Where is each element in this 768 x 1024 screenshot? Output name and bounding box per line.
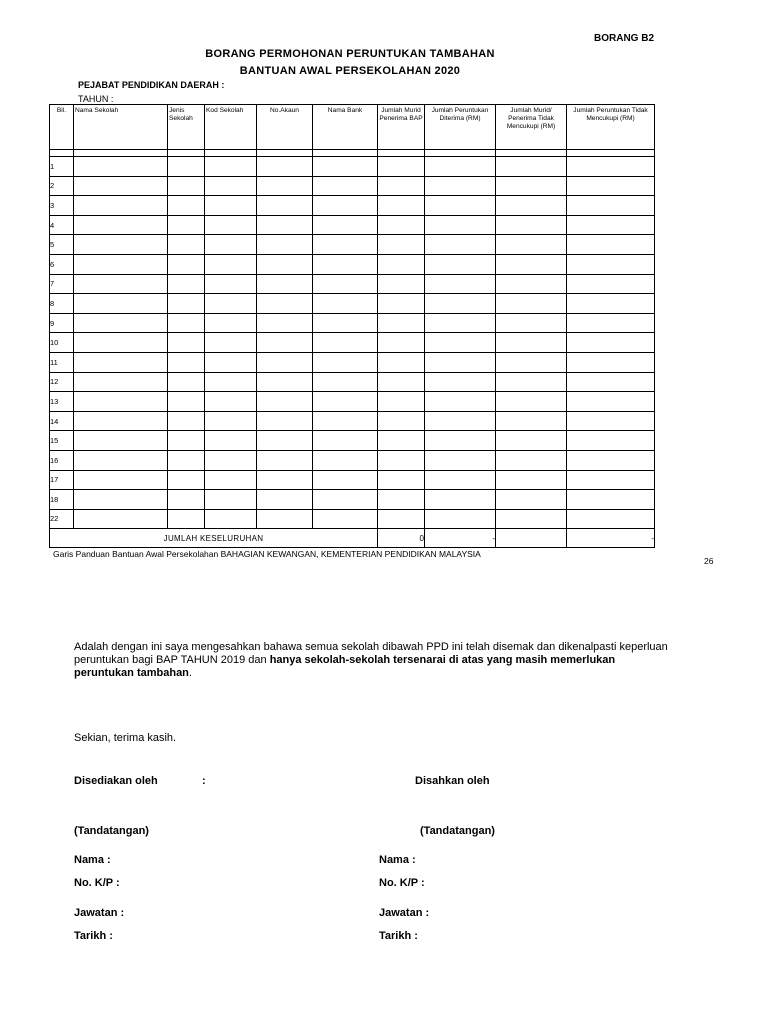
table-cell[interactable]: [205, 431, 257, 451]
table-cell[interactable]: [257, 176, 313, 196]
table-cell[interactable]: [168, 450, 205, 470]
table-cell[interactable]: [313, 313, 378, 333]
prepared-by-colon: :: [202, 775, 206, 787]
table-cell[interactable]: [567, 254, 655, 274]
total-murid: 0: [378, 529, 425, 548]
table-cell[interactable]: [425, 470, 496, 490]
table-row: [50, 157, 655, 177]
table-cell[interactable]: [313, 274, 378, 294]
table-cell[interactable]: [168, 470, 205, 490]
table-cell[interactable]: [425, 490, 496, 510]
table-row: [50, 352, 655, 372]
table-cell[interactable]: [205, 196, 257, 216]
table-cell[interactable]: [425, 372, 496, 392]
table-cell[interactable]: [74, 450, 168, 470]
table-cell[interactable]: [257, 274, 313, 294]
table-cell[interactable]: [425, 176, 496, 196]
table-cell[interactable]: [74, 352, 168, 372]
table-cell[interactable]: [425, 392, 496, 412]
table-cell[interactable]: [378, 352, 425, 372]
table-cell[interactable]: [567, 196, 655, 216]
table-total-row: [50, 529, 655, 548]
table-cell[interactable]: [205, 352, 257, 372]
header-peruntukan-tidak-mencukupi: Jumlah Peruntukan Tidak Mencukupi (RM): [567, 105, 655, 150]
tarikh-left: Tarikh :: [74, 930, 113, 942]
row-number: 7: [50, 274, 74, 294]
table-cell[interactable]: [496, 490, 567, 510]
table-cell[interactable]: [378, 470, 425, 490]
table-cell[interactable]: [313, 294, 378, 314]
table-cell[interactable]: [313, 411, 378, 431]
table-cell[interactable]: [496, 509, 567, 529]
row-number: 13: [50, 392, 74, 412]
table-cell[interactable]: [425, 294, 496, 314]
paragraph-bold-text: hanya sekolah-sekolah tersenarai di atas yang masih memerlukan peruntukan tambahan: [74, 654, 616, 679]
table-cell[interactable]: [313, 372, 378, 392]
table-cell[interactable]: [496, 176, 567, 196]
table-cell[interactable]: [425, 352, 496, 372]
table-cell[interactable]: [74, 176, 168, 196]
table-cell[interactable]: [313, 392, 378, 412]
row-number: 16: [50, 450, 74, 470]
table-cell[interactable]: [74, 274, 168, 294]
table-cell[interactable]: [378, 509, 425, 529]
table-cell[interactable]: [378, 490, 425, 510]
table-cell[interactable]: [257, 333, 313, 353]
certification-paragraph: [74, 641, 674, 680]
table-cell[interactable]: [168, 352, 205, 372]
prepared-by-label: Disediakan oleh: [74, 775, 158, 787]
table-cell[interactable]: [205, 392, 257, 412]
row-number: 22: [50, 509, 74, 529]
table-cell[interactable]: [205, 274, 257, 294]
table-cell[interactable]: [74, 372, 168, 392]
table-cell[interactable]: [257, 215, 313, 235]
table-cell[interactable]: [567, 235, 655, 255]
table-cell[interactable]: [205, 490, 257, 510]
table-cell[interactable]: [378, 196, 425, 216]
table-cell[interactable]: [205, 509, 257, 529]
table-cell[interactable]: [74, 490, 168, 510]
table-cell[interactable]: [257, 490, 313, 510]
header-kod-sekolah: Kod Sekolah: [205, 105, 257, 150]
signature-right: (Tandatangan): [420, 825, 495, 837]
closing-text: Sekian, terima kasih.: [74, 732, 177, 744]
table-cell[interactable]: [567, 294, 655, 314]
table-cell[interactable]: [567, 157, 655, 177]
table-cell[interactable]: [257, 392, 313, 412]
table-cell[interactable]: [567, 450, 655, 470]
row-number: 2: [50, 176, 74, 196]
table-cell[interactable]: [74, 235, 168, 255]
table-cell[interactable]: [74, 157, 168, 177]
table-cell[interactable]: [168, 235, 205, 255]
form-title-line-2: BANTUAN AWAL PERSEKOLAHAN 2020: [239, 65, 461, 77]
table-cell[interactable]: [205, 235, 257, 255]
table-cell[interactable]: [74, 392, 168, 412]
table-cell[interactable]: [425, 411, 496, 431]
header-murid-tidak-mencukupi: Jumlah Murid/ Penerima Tidak Mencukupi (RM): [496, 105, 567, 150]
table-cell[interactable]: [168, 215, 205, 235]
row-number: 5: [50, 235, 74, 255]
table-cell[interactable]: [205, 411, 257, 431]
table-cell[interactable]: [378, 235, 425, 255]
table-cell[interactable]: [378, 411, 425, 431]
table-cell[interactable]: [425, 509, 496, 529]
table-row: [50, 235, 655, 255]
table-cell[interactable]: [257, 352, 313, 372]
table-row: [50, 431, 655, 451]
table-cell[interactable]: [168, 431, 205, 451]
table-cell[interactable]: [205, 215, 257, 235]
table-row: [50, 274, 655, 294]
signature-left: (Tandatangan): [74, 825, 149, 837]
row-number: 4: [50, 215, 74, 235]
table-cell[interactable]: [74, 431, 168, 451]
table-row: [50, 333, 655, 353]
table-cell[interactable]: [496, 392, 567, 412]
table-cell[interactable]: [425, 235, 496, 255]
table-cell[interactable]: [425, 450, 496, 470]
header-no-akaun: No.Akaun: [257, 105, 313, 150]
table-row: [50, 490, 655, 510]
table-header-row: [50, 105, 655, 150]
total-peruntukan-tidak-mencukupi: -: [567, 529, 655, 548]
table-cell[interactable]: [567, 509, 655, 529]
table-row: [50, 372, 655, 392]
row-number: 9: [50, 313, 74, 333]
table-cell[interactable]: [313, 176, 378, 196]
table-row: [50, 176, 655, 196]
row-number: 17: [50, 470, 74, 490]
table-cell[interactable]: [168, 509, 205, 529]
table-cell[interactable]: [257, 235, 313, 255]
table-cell[interactable]: [567, 372, 655, 392]
table-row: [50, 215, 655, 235]
table-cell[interactable]: [567, 215, 655, 235]
total-murid-tidak-mencukupi: [496, 529, 567, 548]
table-cell[interactable]: [313, 215, 378, 235]
table-cell[interactable]: [168, 333, 205, 353]
table-cell[interactable]: [205, 157, 257, 177]
table-cell[interactable]: [168, 176, 205, 196]
table-cell[interactable]: [425, 313, 496, 333]
paragraph-text: Adalah dengan ini saya mengesahkan bahawa semua sekolah dibawah PPD ini telah disemak dan dikenalpasti keperluan peruntukan bagi BAP TAHUN 2019 dan: [74, 641, 668, 666]
table-cell[interactable]: [378, 294, 425, 314]
table-cell[interactable]: [567, 392, 655, 412]
table-cell[interactable]: [168, 274, 205, 294]
header-bil: Bil.: [50, 105, 74, 150]
table-row: [50, 313, 655, 333]
row-number: 18: [50, 490, 74, 510]
table-cell[interactable]: [205, 470, 257, 490]
row-number: 8: [50, 294, 74, 314]
table-cell[interactable]: [378, 450, 425, 470]
table-cell[interactable]: [567, 411, 655, 431]
ppd-label: PEJABAT PENDIDIKAN DAERAH :: [78, 80, 225, 90]
table-cell[interactable]: [74, 196, 168, 216]
table-cell[interactable]: [378, 333, 425, 353]
table-row: [50, 392, 655, 412]
table-cell[interactable]: [425, 274, 496, 294]
table-cell[interactable]: [425, 333, 496, 353]
table-cell[interactable]: [257, 313, 313, 333]
row-number: 14: [50, 411, 74, 431]
header-jumlah-peruntukan: Jumlah Peruntukan Diterima (RM): [425, 105, 496, 150]
table-cell[interactable]: [425, 431, 496, 451]
tarikh-right: Tarikh :: [379, 930, 418, 942]
table-cell[interactable]: [205, 294, 257, 314]
table-cell[interactable]: [205, 313, 257, 333]
form-code: BORANG B2: [594, 33, 655, 44]
table-cell[interactable]: [378, 215, 425, 235]
table-cell[interactable]: [168, 490, 205, 510]
table-cell[interactable]: [313, 254, 378, 274]
table-cell[interactable]: [313, 450, 378, 470]
table-cell[interactable]: [74, 411, 168, 431]
header-jumlah-murid: Jumlah Murid Penerima BAP: [378, 105, 425, 150]
table-cell[interactable]: [567, 490, 655, 510]
table-cell[interactable]: [257, 411, 313, 431]
table-cell[interactable]: [313, 509, 378, 529]
table-cell[interactable]: [496, 157, 567, 177]
table-cell[interactable]: [205, 450, 257, 470]
total-peruntukan: -: [425, 529, 496, 548]
table-cell[interactable]: [425, 215, 496, 235]
table-cell[interactable]: [74, 313, 168, 333]
row-number: 11: [50, 352, 74, 372]
table-cell[interactable]: [168, 392, 205, 412]
table-row: [50, 294, 655, 314]
table-cell[interactable]: [168, 294, 205, 314]
table-row: [50, 470, 655, 490]
table-cell[interactable]: [496, 372, 567, 392]
table-cell[interactable]: [378, 392, 425, 412]
table-cell[interactable]: [496, 294, 567, 314]
table-cell[interactable]: [425, 254, 496, 274]
table-cell[interactable]: [74, 215, 168, 235]
header-nama-sekolah: Nama Sekolah: [74, 105, 168, 150]
table-cell[interactable]: [257, 254, 313, 274]
table-cell[interactable]: [496, 274, 567, 294]
table-cell[interactable]: [257, 431, 313, 451]
table-cell[interactable]: [378, 274, 425, 294]
table-cell[interactable]: [567, 274, 655, 294]
table-cell[interactable]: [257, 157, 313, 177]
table-cell[interactable]: [168, 157, 205, 177]
table-cell[interactable]: [567, 313, 655, 333]
table-cell[interactable]: [313, 490, 378, 510]
table-cell[interactable]: [496, 235, 567, 255]
paragraph-end: .: [188, 667, 192, 679]
footer-note: Garis Panduan Bantuan Awal Persekolahan BAHAGIAN KEWANGAN, KEMENTERIAN PENDIDIKAN MALAYSIA: [53, 549, 481, 559]
table-cell[interactable]: [496, 333, 567, 353]
table-cell[interactable]: [378, 176, 425, 196]
table-cell[interactable]: [378, 372, 425, 392]
row-number: 12: [50, 372, 74, 392]
nama-left: Nama :: [74, 854, 111, 866]
table-cell[interactable]: [567, 333, 655, 353]
form-title-line-1: BORANG PERMOHONAN PERUNTUKAN TAMBAHAN: [205, 48, 495, 60]
table-cell[interactable]: [496, 411, 567, 431]
jawatan-right: Jawatan :: [379, 907, 430, 919]
table-cell[interactable]: [205, 176, 257, 196]
table-cell[interactable]: [425, 157, 496, 177]
table-cell[interactable]: [496, 196, 567, 216]
table-cell[interactable]: [168, 372, 205, 392]
row-number: 15: [50, 431, 74, 451]
row-number: 6: [50, 254, 74, 274]
table-row: [50, 254, 655, 274]
approved-by-label: Disahkan oleh: [415, 775, 490, 787]
nama-right: Nama :: [379, 854, 416, 866]
table-cell[interactable]: [496, 352, 567, 372]
application-table: [49, 104, 655, 548]
page-number: 26: [704, 556, 714, 566]
table-cell[interactable]: [74, 333, 168, 353]
table-cell[interactable]: [567, 470, 655, 490]
table-cell[interactable]: [313, 333, 378, 353]
table-cell[interactable]: [168, 254, 205, 274]
table-cell[interactable]: [257, 196, 313, 216]
table-cell[interactable]: [496, 470, 567, 490]
table-cell[interactable]: [205, 333, 257, 353]
table-cell[interactable]: [425, 196, 496, 216]
table-cell[interactable]: [378, 157, 425, 177]
table-cell[interactable]: [378, 254, 425, 274]
table-cell[interactable]: [567, 176, 655, 196]
table-cell[interactable]: [496, 215, 567, 235]
header-jenis-sekolah: Jenis Sekolah: [168, 105, 205, 150]
table-cell[interactable]: [205, 372, 257, 392]
kp-left: No. K/P :: [74, 877, 120, 889]
table-cell[interactable]: [74, 509, 168, 529]
table-cell[interactable]: [378, 431, 425, 451]
table-cell[interactable]: [74, 294, 168, 314]
table-cell[interactable]: [313, 352, 378, 372]
kp-right: No. K/P :: [379, 877, 425, 889]
table-cell[interactable]: [168, 411, 205, 431]
table-cell[interactable]: [313, 157, 378, 177]
table-row: [50, 509, 655, 529]
table-cell[interactable]: [74, 470, 168, 490]
table-cell[interactable]: [257, 470, 313, 490]
table-cell[interactable]: [567, 431, 655, 451]
table-row: [50, 196, 655, 216]
table-spacer-row: [50, 150, 655, 157]
table-cell[interactable]: [313, 431, 378, 451]
table-cell[interactable]: [257, 372, 313, 392]
table-row: [50, 411, 655, 431]
table-cell[interactable]: [496, 450, 567, 470]
table-row: [50, 450, 655, 470]
table-cell[interactable]: [496, 431, 567, 451]
table-cell[interactable]: [313, 470, 378, 490]
table-cell[interactable]: [168, 196, 205, 216]
tahun-label: TAHUN :: [78, 94, 114, 104]
table-cell[interactable]: [378, 313, 425, 333]
table-cell[interactable]: [74, 254, 168, 274]
table-cell[interactable]: [496, 254, 567, 274]
table-cell[interactable]: [257, 450, 313, 470]
row-number: 3: [50, 196, 74, 216]
table-cell[interactable]: [496, 313, 567, 333]
header-nama-bank: Nama Bank: [313, 105, 378, 150]
row-number: 1: [50, 157, 74, 177]
row-number: 10: [50, 333, 74, 353]
table-cell[interactable]: [313, 235, 378, 255]
table-cell[interactable]: [257, 509, 313, 529]
table-cell[interactable]: [313, 196, 378, 216]
total-label: JUMLAH KESELURUHAN: [50, 529, 378, 548]
table-cell[interactable]: [257, 294, 313, 314]
table-cell[interactable]: [567, 352, 655, 372]
jawatan-left: Jawatan :: [74, 907, 125, 919]
table-cell[interactable]: [168, 313, 205, 333]
table-cell[interactable]: [205, 254, 257, 274]
